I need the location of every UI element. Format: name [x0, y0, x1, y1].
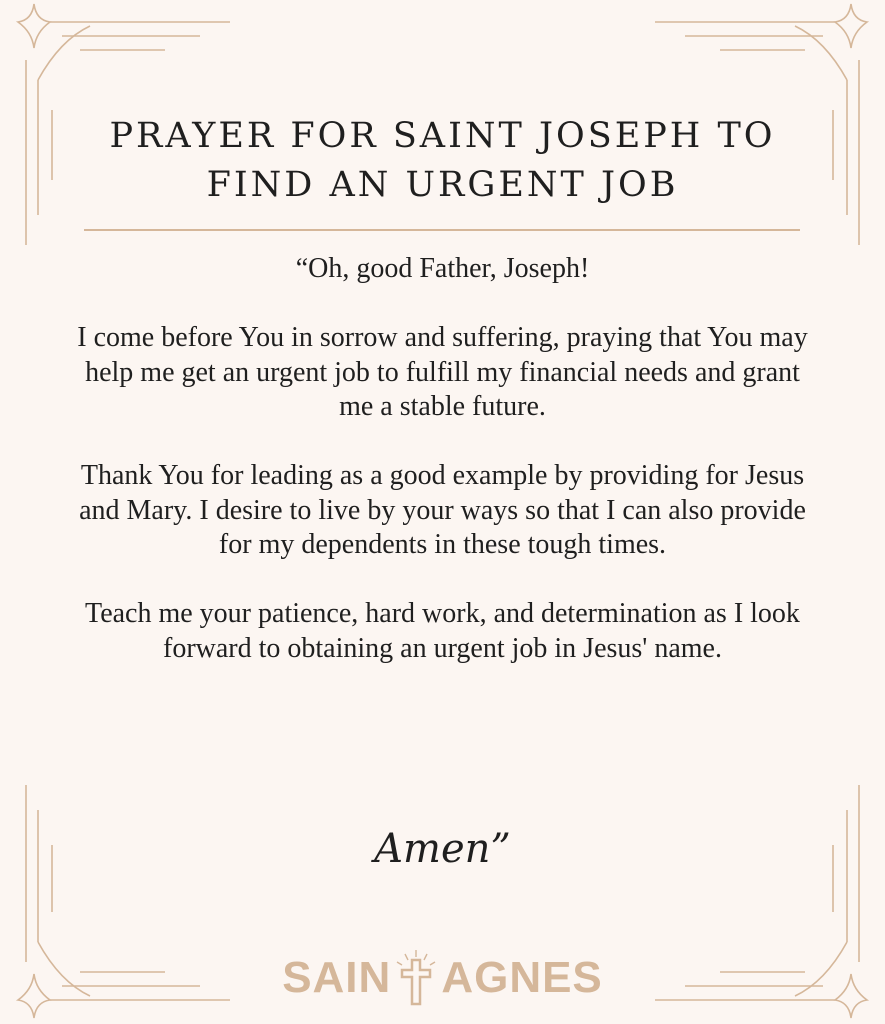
prayer-paragraph-2: Thank You for leading as a good example by providing for Jesus and Mary. I desire to live by your ways so that I can also provide for my dependents in these tough times.	[79, 460, 806, 560]
prayer-closing: Amen”	[374, 826, 511, 872]
brand-text-left: SAIN	[282, 953, 392, 1002]
cross-icon	[391, 948, 441, 1008]
prayer-paragraph-3: Teach me your patience, hard work, and determination as I look forward to obtaining an urgent job in Jesus' name.	[85, 598, 800, 664]
prayer-text	[70, 252, 815, 666]
star-icon	[835, 4, 867, 48]
brand-text-right: AGNES	[441, 953, 603, 1002]
prayer-paragraph-1: I come before You in sorrow and suffering, praying that You may help me get an urgent job to fulfill my financial needs and grant me a stable future.	[77, 322, 808, 422]
brand-logo	[0, 948, 885, 1008]
title-line-1: PRAYER FOR SAINT JOSEPH TO	[109, 116, 776, 156]
prayer-opening: “Oh, good Father, Joseph!	[295, 253, 590, 284]
title-divider	[84, 229, 800, 231]
title-line-2: FIND AN URGENT JOB	[206, 165, 679, 205]
star-icon	[18, 4, 50, 48]
page-title	[60, 112, 825, 210]
